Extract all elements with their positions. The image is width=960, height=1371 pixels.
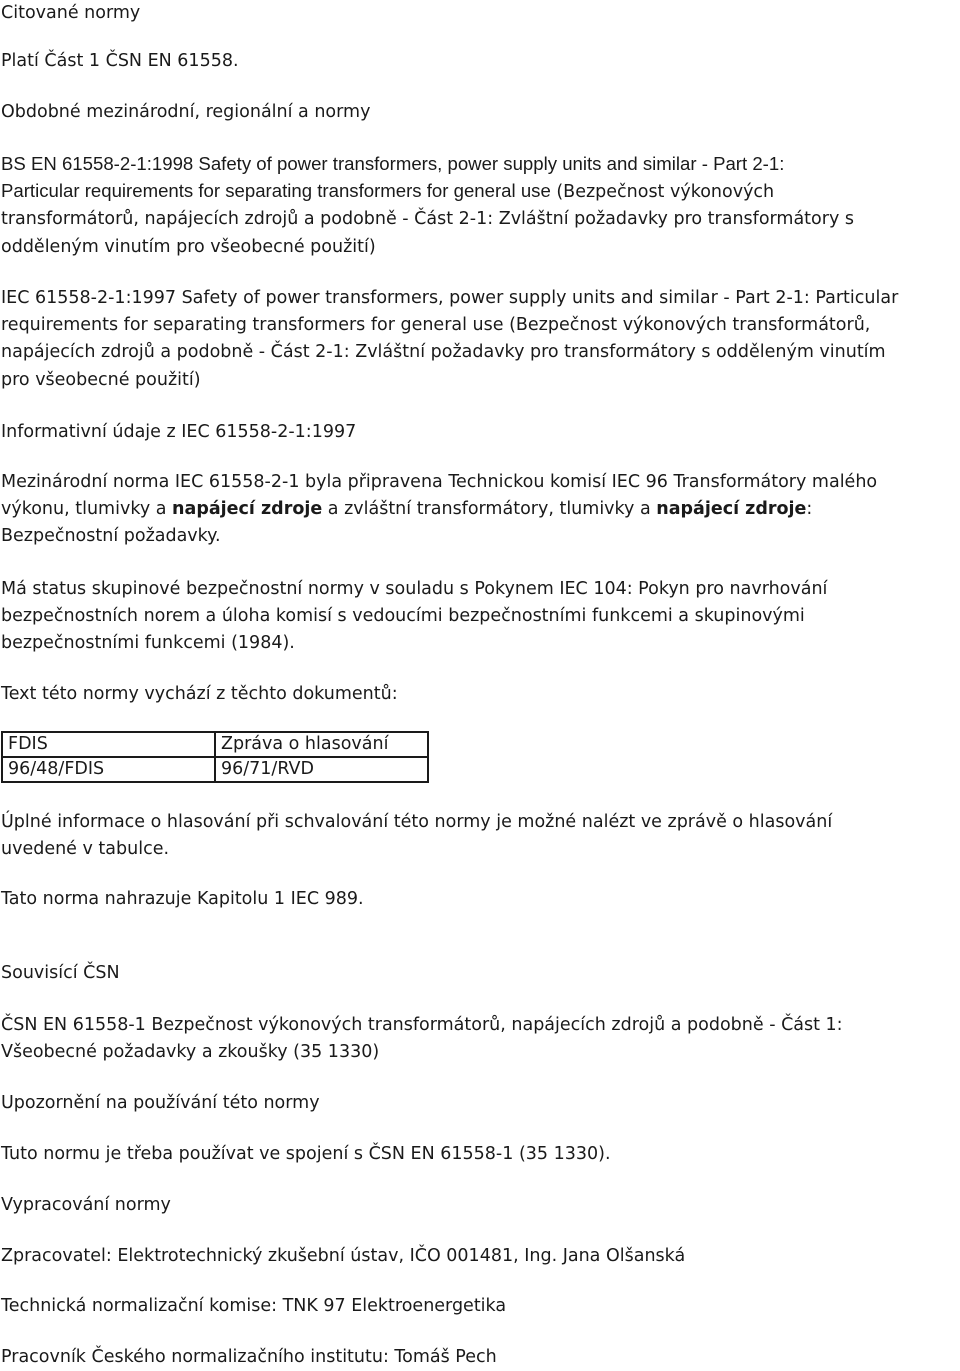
iec-line-2: requirements for separating transformers for general use (Bezpečnost výkonových transformátorů, [1,315,871,336]
related-line-1: ČSN EN 61558-1 Bezpečnost výkonových transformátorů, napájecích zdrojů a podobně - Část 1: [1,1015,843,1035]
p1-line-2-bold-a: napájecí zdroje [172,499,323,520]
cited-standards-heading: Citované normy [1,3,141,23]
iec-line-1: IEC 61558-2-1:1997 Safety of power transformers, power supply units and similar - Part 2-1: Particular [1,288,899,308]
informative-p2-line-2: bezpečnostních norem a úloha komisí s vedoucími bezpečnostními funkcemi a skupinovými [1,606,805,627]
bs-en-line-3: transformátorů, napájecích zdrojů a podobně - Část 2-1: Zvláštní požadavky pro transformátory s [1,209,854,230]
bs-en-line-2-english: Particular requirements for separating transformers for general use [1,180,551,202]
applies-statement: Platí Část 1 ČSN EN 61558. [1,51,239,71]
table-row [2,757,428,782]
table-row [2,732,428,757]
informative-p1-line-2 [1,496,877,523]
institute-officer-line: Pracovník Českého normalizačního institutu: Tomáš Pech [1,1347,497,1367]
iec-line-4: pro všeobecné použití) [1,369,201,390]
voting-info-paragraph [1,809,832,863]
informative-paragraph-2 [1,576,827,658]
usage-notice-heading: Upozornění na používání této normy [1,1093,320,1113]
table-cell: 96/48/FDIS [2,757,215,782]
bs-en-reference [1,150,854,261]
informative-p1-line-1: Mezinárodní norma IEC 61558-2-1 byla připravena Technickou komisí IEC 96 Transformátory malého [1,472,878,492]
informative-paragraph-1 [1,469,877,551]
table-cell: Zpráva o hlasování [215,732,428,757]
table-cell: 96/71/RVD [215,757,428,782]
bs-en-line-1: BS EN 61558-2-1:1998 Safety of power transformers, power supply units and similar - Part 2-1: [1,153,785,174]
iec-reference [1,285,898,394]
source-documents-table [1,731,429,783]
related-standards-heading: Souvisící ČSN [1,963,120,983]
related-line-2: Všeobecné požadavky a zkoušky (35 1330) [1,1042,380,1063]
similar-standards-heading: Obdobné mezinárodní, regionální a normy [1,102,371,122]
preparer-line: Zpracovatel: Elektrotechnický zkušební ústav, IČO 001481, Ing. Jana Olšanská [1,1246,686,1266]
voting-info-line-1: Úplné informace o hlasování při schvalování této normy je možné nalézt ve zprávě o hlasování [1,812,833,832]
p1-line-2-part-c: a zvláštní transformátory, tlumivky a [322,499,657,520]
informative-p2-line-3: bezpečnostními funkcemi (1984). [1,633,295,654]
informative-heading: Informativní údaje z IEC 61558-2-1:1997 [1,422,357,442]
p1-line-2-bold-b: napájecí zdroje [656,499,807,520]
preparation-heading: Vypracování normy [1,1195,171,1215]
source-documents-intro: Text této normy vychází z těchto dokumentů: [1,684,398,704]
p1-line-2-part-a: výkonu, tlumivky a [1,499,173,520]
committee-line: Technická normalizační komise: TNK 97 Elektroenergetika [1,1296,507,1316]
table-cell: FDIS [2,732,215,757]
informative-p2-line-1: Má status skupinové bezpečnostní normy v souladu s Pokynem IEC 104: Pokyn pro navrhování [1,579,828,599]
p1-line-2-part-e: : [806,499,813,520]
bs-en-line-2 [1,177,854,206]
bs-en-line-4: odděleným vinutím pro všeobecné použití) [1,236,376,257]
bs-en-line-2-czech: (Bezpečnost výkonových [550,182,775,203]
replaces-statement: Tato norma nahrazuje Kapitolu 1 IEC 989. [1,889,364,909]
iec-line-3: napájecích zdrojů a podobně - Část 2-1: Zvláštní požadavky pro transformátory s odděleným vinutím [1,342,886,363]
usage-notice-text: Tuto normu je třeba používat ve spojení s ČSN EN 61558-1 (35 1330). [1,1144,611,1164]
voting-info-line-2: uvedené v tabulce. [1,839,170,860]
related-standard-entry [1,1012,843,1066]
informative-p1-line-3: Bezpečnostní požadavky. [1,526,221,547]
